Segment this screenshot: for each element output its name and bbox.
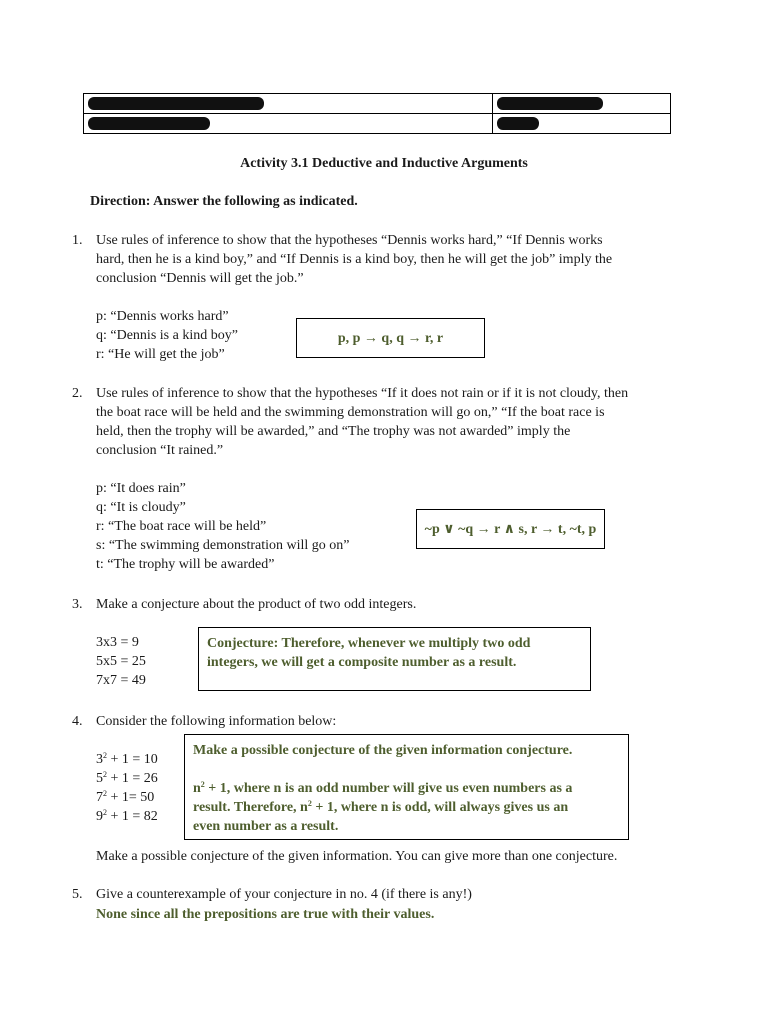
q3-examples [96,633,146,690]
redacted-id [497,97,603,110]
q1-var-p: p: “Dennis works hard” [96,309,229,324]
q3-prompt: Make a conjecture about the product of two odd integers. [96,597,417,612]
q1-number: 1. [72,233,83,248]
q2-line: the boat race will be held and the swimming demonstration will go on,” “If the boat race is [96,405,605,420]
q2-number: 2. [72,386,83,401]
q2-var-r: r: “The boat race will be held” [96,519,267,534]
q4-example: $9^2 + 1 = 82$ [96,808,158,824]
q4-example: $3^2 + 1 = 10$ [96,751,158,767]
q1-prompt [96,231,686,288]
q5-number: 5. [72,887,83,902]
q4-examples [96,750,158,826]
q4-example: $5^2 + 1 = 26$ [96,770,158,786]
q1-answer-box [296,318,485,358]
redacted-section [88,117,210,130]
q3-answer-line: integers, we will get a composite number as a result. [207,655,517,670]
q2-var-s: s: “The swimming demonstration will go on” [96,538,350,553]
q2-answer: ~p ∨ ~q → r ∧ s, r → t, ~t, p [424,521,597,537]
redacted-name [88,97,264,110]
q3-answer-box [198,627,591,691]
q4-answer-line: even number as a result. [193,819,339,834]
q1-variables [96,307,238,364]
header-cell-id [493,94,671,114]
q1-var-q: q: “Dennis is a kind boy” [96,328,238,343]
q1-line: hard, then he is a kind boy,” and “If Dennis is a kind boy, then he will get the job” imply the [96,252,613,267]
q4-prompt: Consider the following information below: [96,714,337,729]
q3-answer-line: Conjecture: Therefore, whenever we multiply two odd [207,636,531,651]
q4-answer-box [184,734,629,840]
q5-prompt: Give a counterexample of your conjecture in no. 4 (if there is any!) [96,887,472,902]
q4-answer-line: result. Therefore, $n^2 + 1$, where n is odd, will always gives us an [193,799,569,815]
q2-var-t: t: “The trophy will be awarded” [96,557,275,572]
q1-var-r: r: “He will get the job” [96,347,225,362]
header-cell-name [84,94,493,114]
q3-number: 3. [72,597,83,612]
q2-var-p: p: “It does rain” [96,481,186,496]
page-title: Activity 3.1 Deductive and Inductive Arguments [240,156,528,171]
q4-example: $7^2 + 1= 50$ [96,789,155,805]
q2-var-q: q: “It is cloudy” [96,500,186,515]
q1-answer: p, p → q, q → r, r [337,330,444,346]
q1-line: conclusion “Dennis will get the job.” [96,271,304,286]
q3-example: 3x3 = 9 [96,635,139,650]
q2-line: Use rules of inference to show that the hypotheses “If it does not rain or if it is not cloudy, then [96,386,629,401]
q4-answer-heading: Make a possible conjecture of the given information conjecture. [193,743,573,758]
q2-variables [96,479,350,574]
q3-example: 5x5 = 25 [96,654,146,669]
q1-line: Use rules of inference to show that the hypotheses “Dennis works hard,” “If Dennis works [96,233,603,248]
direction-text: Direction: Answer the following as indicated. [90,194,358,209]
q4-number: 4. [72,714,83,729]
q2-line: conclusion “It rained.” [96,443,224,458]
header-cell-section [84,114,493,134]
q2-line: held, then the trophy will be awarded,” and “The trophy was not awarded” imply the [96,424,571,439]
q4-answer-line: $n^2 + 1$, where n is an odd number will give us even numbers as a [193,780,573,796]
header-table [83,93,671,134]
q4-followup: Make a possible conjecture of the given information. You can give more than one conjecture. [96,849,618,864]
redacted-date [497,117,539,130]
q2-prompt [96,384,686,460]
header-cell-date [493,114,671,134]
q5-answer: None since all the prepositions are true with their values. [96,907,435,922]
q3-example: 7x7 = 49 [96,673,146,688]
q2-answer-box [416,509,605,549]
